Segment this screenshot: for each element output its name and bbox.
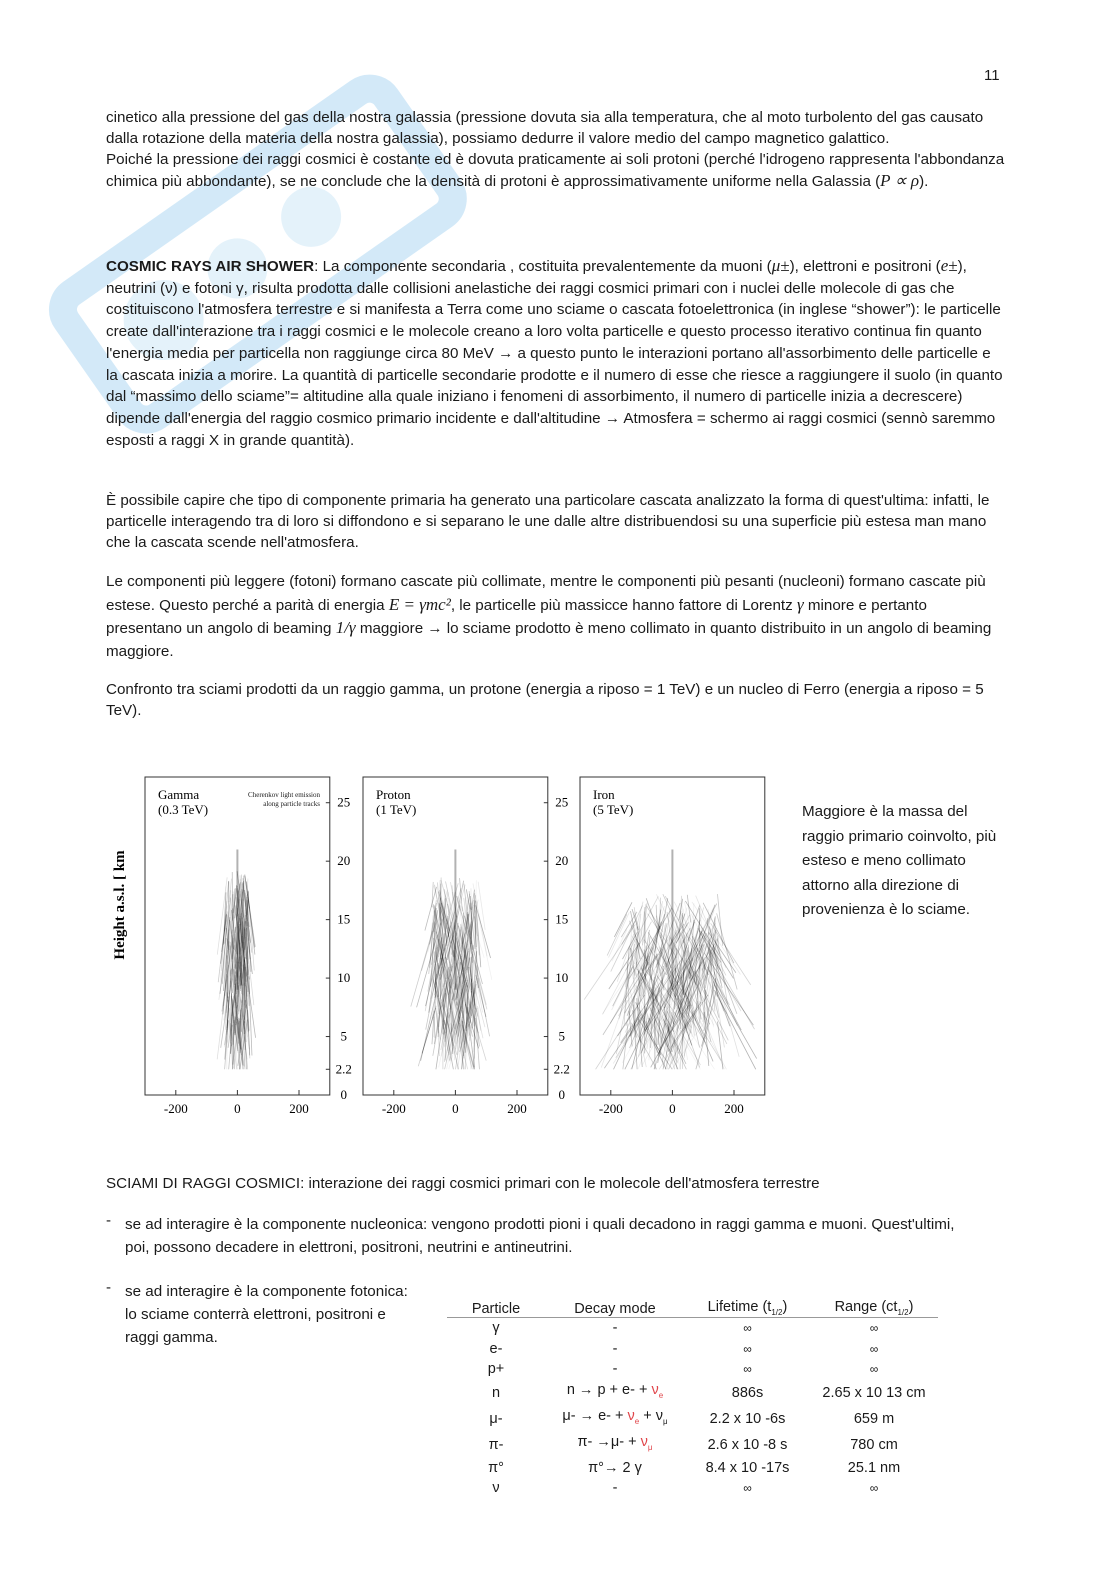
y-tick-label: 10	[555, 970, 569, 986]
header-decay: Decay mode	[545, 1290, 685, 1318]
bullet-text: se ad interagire è la componente nucleonica: vengono prodotti pioni i quali decadono in raggi gamma e muoni. Quest'ultimi, poi, possono decadere in elettroni, positroni, neutrini e antineutrini.	[125, 1216, 955, 1256]
panel-energy: (1 TeV)	[376, 802, 417, 817]
bullet-item	[106, 1213, 976, 1259]
table-row	[447, 1339, 938, 1360]
cell-particle: π°	[488, 1459, 504, 1476]
header-lifetime: Lifetime $(t_{1/2})$	[685, 1290, 810, 1318]
table-row	[447, 1318, 938, 1339]
cell-decay: -	[612, 1320, 618, 1337]
bullet-item	[106, 1280, 416, 1349]
cell-range: ∞	[869, 1362, 879, 1377]
y-tick-label: 0	[340, 1087, 348, 1102]
text-block: cinetico alla pressione del gas della nostra galassia (pressione dovuta sia alla temperatura, che al moto turbolento del gas causato dalla rotazione della materia della nostra galassia), possiamo dedurre il valore medio del campo magnetico galattico.	[106, 109, 984, 147]
cell-particle: π-	[488, 1436, 504, 1453]
air-shower-figure	[100, 770, 780, 1125]
paragraph-5: Le componenti più leggere (fotoni) formano cascate più collimate, mentre le componenti più pesanti (nucleoni) formano cascate più estese. Questo perché a parità di energia E = γmc², le particelle più massicce hanno fattore di Lorentz γ minore e pertanto presentano un angolo di beaming 1/γ maggiore → lo sciame prodotto è meno collimato in quanto distribuito in un angolo di beaming maggiore.	[106, 573, 992, 660]
cell-particle: γ	[492, 1320, 500, 1337]
paragraph-7: SCIAMI DI RAGGI COSMICI: interazione dei raggi cosmici primari con le molecole dell'atmosfera terrestre	[106, 1175, 820, 1192]
panel-title: Proton	[376, 787, 411, 802]
table-row	[447, 1432, 938, 1458]
figure-caption: Maggiore è la massa del raggio primario coinvolto, più esteso e meno collimato attorno alla direzione di provenienza è lo sciame.	[802, 803, 997, 918]
x-tick-label: -200	[381, 1101, 406, 1116]
x-tick-label: 200	[724, 1101, 744, 1116]
y-axis-label: Height a.s.l. [ km	[112, 850, 128, 960]
cell-range: ∞	[869, 1321, 879, 1336]
y-tick-label: 25	[555, 794, 569, 810]
x-tick-label: 0	[452, 1101, 459, 1116]
table-row	[447, 1457, 938, 1478]
y-tick-label: 20	[555, 853, 569, 869]
cell-range: 25.1 nm	[847, 1459, 901, 1476]
paragraph-air-shower: COSMIC RAYS AIR SHOWER: La componente secondaria , costituita prevalentemente da muoni (μ±), elettroni e positroni (e±), neutrini (ν) e fotoni γ, risulta prodotta dalle collisioni anelastiche dei raggi cosmici primari con i nuclei delle molecole di gas che costituiscono l'atmosfera terrestre e si manifesta a Terra come uno sciame o cascata fotoelettronica (in inglese “shower”): le particelle create dall'interazione tra i raggi cosmici e le molecole creano a loro volta particelle e questo processo iterativo continua fin quanto l'energia media per particella non raggiunge circa 80 MeV → a questo punto le interazioni portano all'assorbimento delle particelle e la cascata inizia a morire. La quantità di particelle secondarie prodotte e il numero di esse che riesce a raggiungere il suolo (in quanto dal “massimo dello sciame”= altitudine alla quale iniziano i fenomeni di assorbimento, il numero di particelle inizia a decrescere) dipende dall'energia del raggio cosmico primario incidente e dall'altitudine → Atmosfera = schermo ai raggi cosmici (sennò saremmo esposti a raggi X in grande quantità).	[106, 256, 1003, 449]
bullet-text: se ad interagire è la componente fotonica: lo sciame conterrà elettroni, positroni e raggi gamma.	[125, 1283, 408, 1346]
bullet-marker: -	[106, 1212, 112, 1229]
y-tick-label: 15	[555, 911, 569, 927]
y-tick-label: 5	[340, 1028, 348, 1044]
header-range: Range $(ct_{1/2})$	[810, 1290, 938, 1318]
table-row	[447, 1478, 938, 1499]
cell-lifetime: 2.6 x 10 -8 s	[707, 1436, 788, 1453]
panel-title: Gamma	[158, 787, 200, 802]
cell-range: 2.65 x 10 13 cm	[822, 1384, 926, 1401]
cell-range: ∞	[869, 1481, 879, 1496]
cell-decay: $n \to p + e- + \nu_e$	[566, 1381, 664, 1400]
cell-decay: π°→ 2 γ	[588, 1459, 642, 1476]
table-row	[447, 1359, 938, 1380]
y-tick-label: 2.2	[335, 1061, 352, 1077]
paragraph-1	[106, 107, 1006, 192]
cell-lifetime: 2.2 x 10 -6s	[709, 1410, 786, 1427]
x-tick-label: 200	[507, 1101, 527, 1116]
cell-particle: n	[491, 1384, 501, 1401]
cell-particle: e-	[489, 1340, 503, 1357]
cell-lifetime: 8.4 x 10 -17s	[705, 1459, 790, 1476]
shower-tracks	[217, 871, 255, 1069]
y-tick-label: 15	[337, 911, 351, 927]
x-tick-label: 0	[234, 1101, 241, 1116]
paragraph-6: Confronto tra sciami prodotti da un raggio gamma, un protone (energia a riposo = 1 TeV) e un nucleo di Ferro (energia a riposo = 5 TeV).	[106, 681, 984, 719]
panel-title: Iron	[593, 787, 615, 802]
table-row	[447, 1406, 938, 1432]
cell-decay: -	[612, 1340, 618, 1357]
text-block: Poiché la pressione dei raggi cosmici è costante ed è dovuta praticamente ai soli protoni (perché l'idrogeno rappresenta l'abbondanza chimica più abbondante), se ne conclude che la densità di protoni è approssimativamente uniforme nella Galassia (P ∝ ρ).	[106, 151, 1005, 190]
panel-energy: (5 TeV)	[593, 802, 634, 817]
shower-tracks	[411, 878, 492, 1070]
cell-lifetime: ∞	[743, 1341, 752, 1356]
cell-lifetime: ∞	[743, 1481, 752, 1496]
cell-decay: -	[612, 1480, 618, 1497]
y-tick-label: 2.2	[553, 1061, 570, 1077]
cell-lifetime: ∞	[743, 1362, 752, 1377]
y-tick-label: 10	[337, 970, 351, 986]
x-tick-label: -200	[598, 1101, 623, 1116]
page-number: 11	[984, 67, 1000, 84]
table-row	[447, 1380, 938, 1406]
paragraph-4: È possibile capire che tipo di componente primaria ha generato una particolare cascata analizzato la forma di quest'ultima: infatti, le particelle interagendo tra di loro si diffondono e si separano le une dalle altre distribuendosi su una superficie più estesa man mano che la cascata scende nell'atmosfera.	[106, 492, 990, 551]
cell-particle: p+	[487, 1361, 505, 1378]
panel-energy: (0.3 TeV)	[158, 802, 209, 817]
y-tick-label: 20	[337, 853, 351, 869]
cell-lifetime: ∞	[743, 1321, 752, 1336]
y-tick-label: 5	[558, 1028, 566, 1044]
cell-decay: $\pi- \to\mu- + \nu_\mu$	[577, 1433, 653, 1452]
panel-note: Cherenkov light emission along particle tracks	[248, 791, 320, 808]
section-heading: COSMIC RAYS AIR SHOWER	[106, 258, 315, 275]
cell-range: 780 cm	[850, 1436, 898, 1453]
header-particle: Particle	[447, 1290, 545, 1318]
particle-decay-table	[447, 1290, 938, 1499]
x-tick-label: 0	[669, 1101, 676, 1116]
cell-particle: μ-	[489, 1410, 503, 1427]
cell-particle: ν	[492, 1480, 500, 1497]
cell-lifetime: 886s	[731, 1384, 764, 1401]
x-tick-label: -200	[163, 1101, 188, 1116]
bullet-marker: -	[106, 1279, 112, 1296]
cell-range: ∞	[869, 1341, 879, 1356]
x-tick-label: 200	[289, 1101, 309, 1116]
cell-decay: $\mu- \to e- + \nu_e + \nu_\mu$	[562, 1407, 668, 1426]
cell-decay: -	[612, 1361, 618, 1378]
cell-range: 659 m	[853, 1410, 895, 1427]
shower-tracks	[584, 894, 756, 1069]
y-tick-label: 25	[337, 794, 351, 810]
y-tick-label: 0	[558, 1087, 566, 1102]
